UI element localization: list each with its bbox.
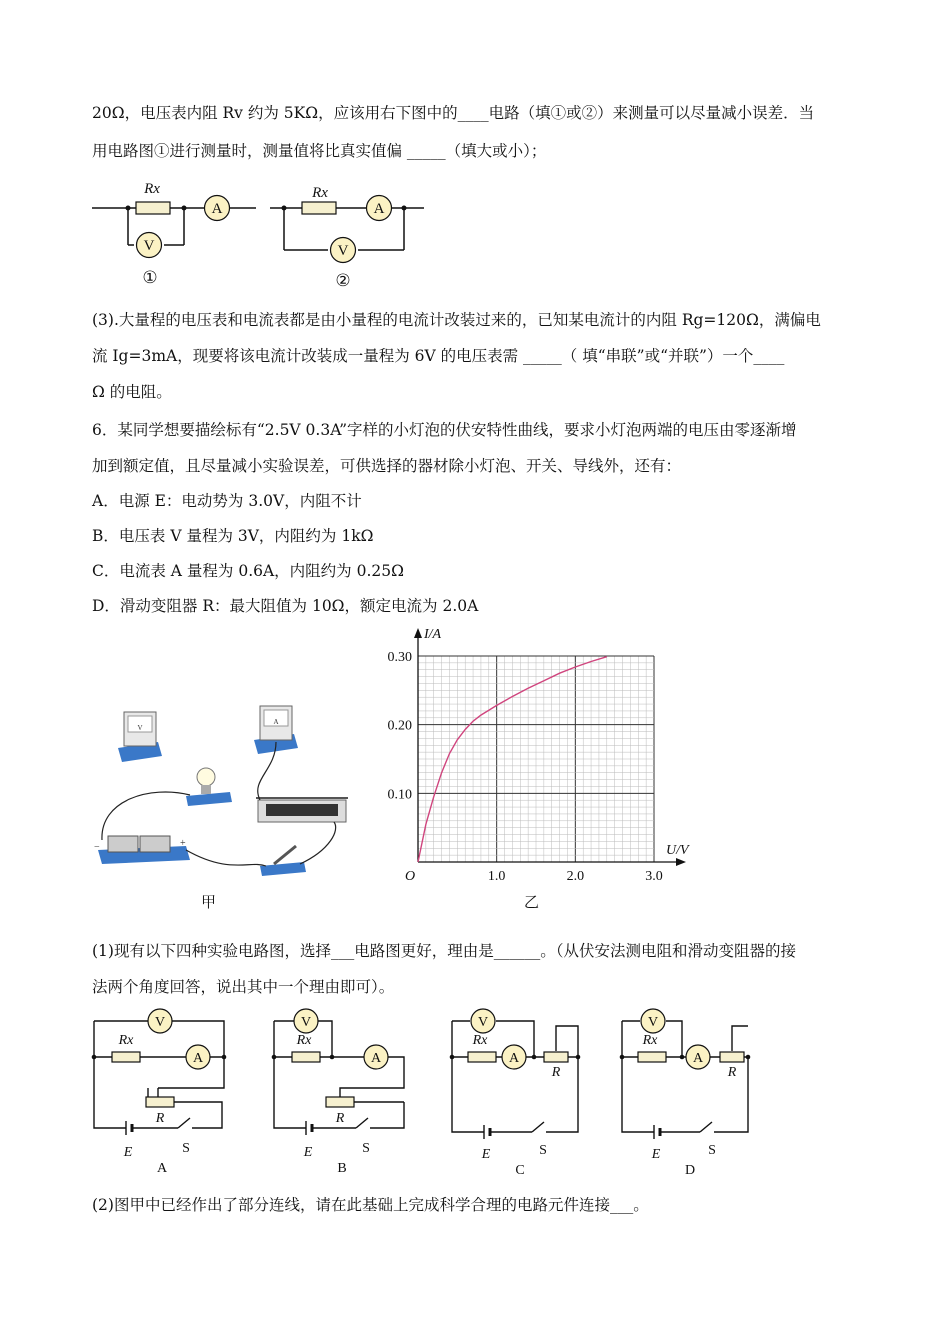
opt-a-rx: Rx	[118, 1033, 134, 1048]
opt-d-rx: Rx	[642, 1033, 658, 1048]
opt-d-voltmeter: V	[647, 1015, 659, 1030]
opt-a-s: S	[182, 1141, 190, 1156]
ammeter-1-label: A	[211, 201, 223, 217]
y-axis-arrow	[414, 628, 422, 638]
battery-icon	[94, 836, 190, 864]
opt-a-ammeter: A	[192, 1051, 204, 1066]
y-tick-label: 0.20	[387, 718, 412, 734]
text-line-11: D．滑动变阻器 R：最大阻值为 10Ω，额定电流为 2.0A	[92, 597, 479, 615]
rx-1-label: Rx	[144, 181, 160, 197]
opt-c-voltmeter: V	[477, 1015, 489, 1030]
opt-b-voltmeter: V	[300, 1015, 312, 1030]
opt-c-label: C	[515, 1163, 525, 1178]
x-tick-label: 3.0	[645, 869, 663, 884]
y-tick-label: 0.10	[387, 787, 412, 803]
circuit-1-label: ①	[142, 268, 158, 287]
text-line-2: 用电路图①进行测量时，测量值将比真实值偏 _____（填大或小）；	[92, 142, 547, 160]
text-line-13: 法两个角度回答，说出其中一个理由即可）。	[92, 978, 395, 996]
x-tick-label: 2.0	[566, 869, 585, 884]
svg-text:A: A	[273, 718, 279, 726]
y-axis-label: I/A	[424, 627, 442, 642]
x-tick-label: 1.0	[487, 869, 506, 884]
text-line-8: A．电源 E：电动势为 3.0V，内阻不计	[92, 492, 362, 510]
opt-b-s: S	[362, 1141, 370, 1156]
apparatus-illustration	[90, 700, 360, 885]
text-line-3: (3).大量程的电压表和电流表都是由小量程的电流计改装过来的，已知某电流计的内阻 Rg=120Ω，满偏电	[92, 311, 821, 329]
opt-a-e: E	[123, 1145, 133, 1160]
circuit-2-label: ②	[335, 271, 351, 290]
iu-chart	[370, 618, 700, 886]
voltmeter-1-label: V	[143, 238, 155, 254]
switch-icon	[260, 846, 306, 876]
ammeter-2-label: A	[373, 201, 385, 217]
caption-yi: 乙	[524, 893, 540, 911]
opt-d-label: D	[684, 1163, 696, 1178]
opt-d-s: S	[708, 1143, 716, 1158]
y-tick-label: 0.30	[387, 650, 412, 665]
opt-c-e: E	[481, 1147, 491, 1162]
opt-b-rx: Rx	[296, 1033, 312, 1048]
caption-jia: 甲	[201, 893, 217, 911]
opt-a-r: R	[155, 1111, 165, 1126]
text-line-10: C．电流表 A 量程为 0.6A，内阻约为 0.25Ω	[92, 562, 404, 580]
bulb-icon	[186, 768, 232, 806]
text-line-5: Ω 的电阻。	[92, 383, 172, 401]
option-circuits-figure	[88, 1004, 760, 1180]
opt-b-r: R	[335, 1111, 345, 1126]
opt-a-label: A	[156, 1161, 168, 1176]
opt-b-ammeter: A	[370, 1051, 382, 1066]
text-line-6: 6．某同学想要描绘标有“2.5V 0.3A”字样的小灯泡的伏安特性曲线，要求小灯泡两端的电压由零逐渐增	[92, 421, 797, 439]
x-axis-arrow	[676, 858, 686, 866]
opt-d-r: R	[727, 1065, 737, 1080]
text-line-9: B．电压表 V 量程为 3V，内阻约为 1kΩ	[92, 527, 374, 545]
opt-b-label: B	[337, 1161, 347, 1176]
rheostat-icon	[256, 798, 348, 822]
svg-text:−: −	[94, 842, 100, 853]
svg-text:+: +	[180, 838, 186, 849]
opt-c-s: S	[539, 1143, 547, 1158]
opt-a-voltmeter: V	[154, 1015, 166, 1030]
text-line-12: (1)现有以下四种实验电路图，选择___电路图更好，理由是______。（从伏安法测电阻和滑动变阻器的接	[92, 942, 796, 960]
text-line-7: 加到额定值，且尽量减小实验误差，可供选择的器材除小灯泡、开关、导线外，还有：	[92, 457, 682, 475]
text-line-4: 流 Ig=3mA，现要将该电流计改装成一量程为 6V 的电压表需 _____（ 填“串联”或“并联”）一个____	[92, 347, 785, 365]
x-tick-label: O	[404, 869, 416, 884]
opt-c-rx: Rx	[472, 1033, 488, 1048]
small-circuits-figure	[88, 176, 433, 292]
opt-b-e: E	[303, 1145, 313, 1160]
voltmeter-device-icon	[118, 712, 162, 762]
text-line-14: (2)图甲中已经作出了部分连线，请在此基础上完成科学合理的电路元件连接___。	[92, 1196, 649, 1214]
x-axis-label: U/V	[666, 843, 689, 858]
opt-c-ammeter: A	[508, 1051, 520, 1066]
voltmeter-2-label: V	[337, 243, 349, 259]
rx-2-label: Rx	[312, 185, 328, 201]
opt-d-ammeter: A	[692, 1051, 704, 1066]
opt-d-e: E	[651, 1147, 661, 1162]
svg-text:V: V	[137, 724, 143, 732]
opt-c-r: R	[551, 1065, 561, 1080]
text-line-1: 20Ω，电压表内阻 Rv 约为 5KΩ，应该用右下图中的____电路（填①或②）来测量可以尽量减小误差．当	[92, 104, 815, 122]
